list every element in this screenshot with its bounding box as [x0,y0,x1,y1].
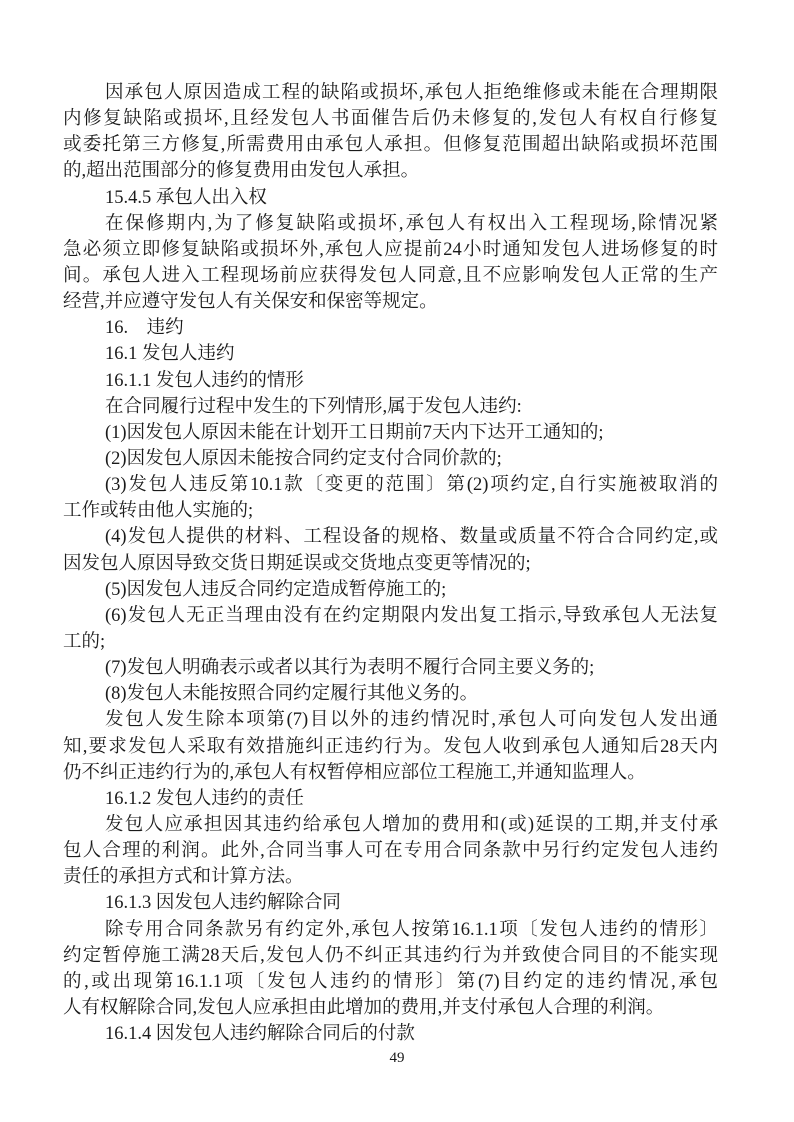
text-line: 因发包人原因导致交货日期延误或交货地点变更等情况的; [63,553,531,574]
page-number: 49 [389,1050,405,1067]
text-line: 工的; [63,631,106,652]
section-heading: 16.1 发包人违约 [105,344,235,365]
text-line: (3)发包人违反第10.1款〔变更的范围〕第(2)项约定,自行实施被取消的 [105,475,718,496]
text-line: 约定暂停施工满28天后,发包人仍不纠正其违约行为并致使合同目的不能实现 [63,945,718,966]
text-line: 工作或转由他人实施的; [63,501,254,522]
text-line: 仍不纠正违约行为的,承包人有权暂停相应部位工程施工,并通知监理人。 [63,762,646,783]
text-line: 经营,并应遵守发包人有关保安和保密等规定。 [63,292,438,313]
text-line: 包人合理的利润。此外,合同当事人可在专用合同条款中另行约定发包人违约 [63,841,718,862]
text-line: 急必须立即修复缺陷或损坏外,承包人应提前24小时通知发包人进场修复的时 [63,239,718,260]
section-heading: 16.1.3 因发包人违约解除合同 [105,893,341,914]
text-line: 除专用合同条款另有约定外,承包人按第16.1.1项〔发包人违约的情形〕 [105,919,718,940]
text-line: 的,超出范围部分的修复费用由发包人承担。 [63,161,420,182]
text-line: (5)因发包人违反合同约定造成暂停施工的; [105,579,447,600]
section-heading: 16.1.2 发包人违约的责任 [105,788,304,809]
text-line: (1)因发包人原因未能在计划开工日期前7天内下达开工通知的; [105,422,604,443]
section-heading: 16.1.1 发包人违约的情形 [105,370,304,391]
text-line: 在保修期内,为了修复缺陷或损坏,承包人有权出入工程现场,除情况紧 [105,213,718,234]
text-line: 发包人发生除本项第(7)目以外的违约情况时,承包人可向发包人发出通 [105,710,718,731]
text-line: 发包人应承担因其违约给承包人增加的费用和(或)延误的工期,并支付承 [105,814,718,835]
section-heading: 15.4.5 承包人出入权 [105,187,267,208]
section-heading: 16.1.4 因发包人违约解除合同后的付款 [105,1024,415,1045]
text-line: 的,或出现第16.1.1项〔发包人违约的情形〕第(7)目约定的违约情况,承包 [63,971,718,992]
text-line: 内修复缺陷或损坏,且经发包人书面催告后仍未修复的,发包人有权自行修复 [63,109,718,130]
text-line: 因承包人原因造成工程的缺陷或损坏,承包人拒绝维修或未能在合理期限 [105,83,718,103]
text-line: 在合同履行过程中发生的下列情形,属于发包人违约: [105,396,522,417]
section-heading: 16. 违约 [105,318,184,339]
text-line: (8)发包人未能按照合同约定履行其他义务的。 [105,684,479,705]
text-line: 责任的承担方式和计算方法。 [63,867,304,888]
text-line: 人有权解除合同,发包人应承担由此增加的费用,并支付承包人合理的利润。 [63,997,665,1018]
text-line: (4)发包人提供的材料、工程设备的规格、数量或质量不符合合同约定,或 [105,527,718,548]
text-line: (7)发包人明确表示或者以其行为表明不履行合同主要义务的; [105,658,595,679]
text-line: (2)因发包人原因未能按合同约定支付合同价款的; [105,448,502,469]
text-line: 间。承包人进入工程现场前应获得发包人同意,且不应影响发包人正常的生产 [63,265,718,286]
text-line: (6)发包人无正当理由没有在约定期限内发出复工指示,导致承包人无法复 [105,605,718,626]
text-line: 知,要求发包人采取有效措施纠正违约行为。发包人收到承包人通知后28天内 [63,736,718,757]
text-line: 或委托第三方修复,所需费用由承包人承担。但修复范围超出缺陷或损坏范围 [63,135,718,156]
